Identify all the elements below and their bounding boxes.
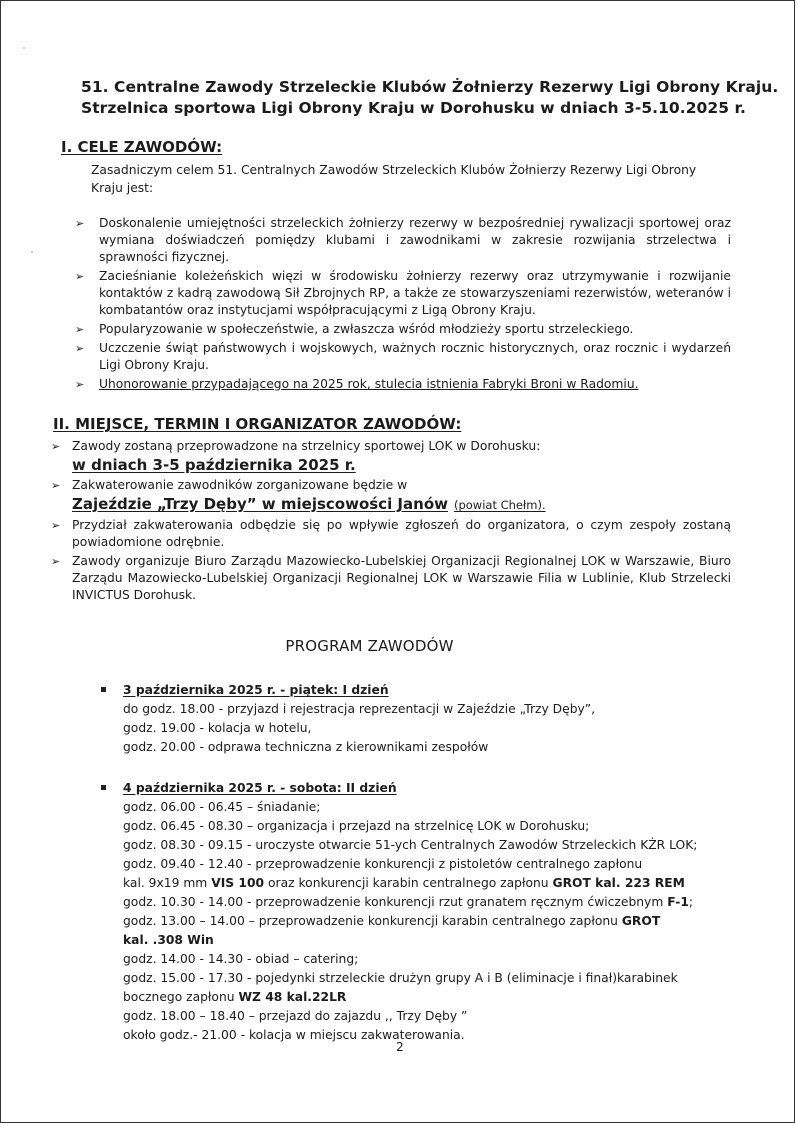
venue-item: ➢ Zawody zostaną przeprowadzone na strzelnicy sportowej LOK w Dorohusku: w dniach 3-5 października 2025 r. [51,438,731,474]
title-line-1: 51. Centralne Zawody Strzeleckie Klubów Żołnierzy Rezerwy Ligi Obrony Kraju. [81,78,779,96]
schedule-line: godz. 20.00 - odprawa techniczna z kierownikami zespołów [123,740,489,754]
page-number: 2 [396,1040,404,1054]
arrow-bullet-icon: ➢ [75,378,85,391]
program-title: PROGRAM ZAWODÓW [285,637,454,655]
schedule-line: godz. 15.00 - 17.30 - pojedynki strzeleckie drużyn grupy A i B (eliminacje i finał)karabinek [123,971,678,985]
day-2-schedule [101,779,721,1045]
square-bullet-icon [101,785,106,790]
schedule-line: godz. 06.45 - 08.30 – organizacja i przejazd na strzelnicę LOK w Dorohusku; [123,819,590,833]
goals-list [75,215,731,395]
schedule-line: bocznego zapłonu WZ 48 kal.22LR [123,990,347,1004]
arrow-bullet-icon: ➢ [51,555,61,568]
arrow-bullet-icon: ➢ [51,440,61,453]
goal-item: ➢ Uczczenie świąt państwowych i wojskowych, ważnych rocznic historycznych, oraz rocznic i wydarzeń Ligi Obrony Kraju. [75,341,731,372]
venue-item: ➢ Zakwaterowanie zawodników zorganizowane będzie w Zajeździe „Trzy Dęby” w miejscowości Janów (powiat Chełm). [51,477,731,514]
goal-item: ➢ Doskonalenie umiejętności strzeleckich żołnierzy rezerwy w bezpośredniej rywalizacji sportowej oraz wymiana doświadczeń pomiędzy klubami i zawodnikami w zakresie rozwijania strzelectwa i sprawności fizycznej. [75,216,731,264]
section-1-heading: I. CELE ZAWODÓW: [61,138,223,156]
arrow-bullet-icon: ➢ [75,342,85,355]
schedule-line: godz. 06.00 - 06.45 – śniadanie; [123,800,321,814]
accommodation-place: Zajeździe „Trzy Dęby” w miejscowości Janów (powiat Chełm). [72,495,546,513]
schedule-line: godz. 18.00 – 18.40 – przejazd do zajazdu ,, Trzy Dęby ” [123,1009,468,1023]
schedule-line: godz. 10.30 - 14.00 - przeprowadzenie konkurencji rzut granatem ręcznym ćwiczebnym F-1; [123,895,694,909]
schedule-line: kal. 9x19 mm VIS 100 oraz konkurencji karabin centralnego zapłonu GROT kal. 223 REM [123,876,685,890]
document-title [81,77,779,119]
day-1-heading: 3 października 2025 r. - piątek: I dzień [123,683,389,697]
venue-item: ➢ Przydział zakwaterowania odbędzie się po wpływie zgłoszeń do organizatora, o czym zespoły zostaną powiadomione odrębnie. [51,518,731,549]
district-note: (powiat Chełm). [453,498,546,512]
title-line-2: Strzelnica sportowa Ligi Obrony Kraju w Dorohusku w dniach 3-5.10.2025 r. [81,99,746,117]
goal-item: ➢ Zacieśnianie koleżeńskich więzi w środowisku żołnierzy rezerwy oraz utrzymywanie i rozwijanie kontaktów z kadrą zawodową Sił Zbrojnych RP, a także ze stowarzyszeniami rezerwistów, weteranów i kombatantów oraz instytucjami współpracującymi z Ligą Obrony Kraju. [75,269,731,317]
scan-speck [31,251,33,253]
day-2-heading: 4 października 2025 r. - sobota: II dzień [123,781,397,795]
schedule-line: około godz.- 21.00 - kolacja w miejscu zakwaterowania. [123,1028,465,1042]
section-2-heading: II. MIEJSCE, TERMIN I ORGANIZATOR ZAWODÓW: [53,415,462,433]
square-bullet-icon [101,687,106,692]
goal-item: ➢ Popularyzowanie w społeczeństwie, a zwłaszcza wśród młodzieży sportu strzeleckiego. [75,322,634,336]
section-1-intro: Zasadniczym celem 51. Centralnych Zawodów Strzeleckich Klubów Żołnierzy Rezerwy Ligi Obrony Kraju jest: [91,163,697,195]
schedule-line: godz. 19.00 - kolacja w hotelu, [123,721,312,735]
goal-item: ➢ Uhonorowanie przypadającego na 2025 rok, stulecia istnienia Fabryki Broni w Radomiu. [75,377,639,391]
schedule-line: do godz. 18.00 - przyjazd i rejestracja reprezentacji w Zajeździe „Trzy Dęby”, [123,702,596,716]
event-dates: w dniach 3-5 października 2025 r. [72,456,356,474]
arrow-bullet-icon: ➢ [75,323,85,336]
arrow-bullet-icon: ➢ [51,479,61,492]
arrow-bullet-icon: ➢ [51,519,61,532]
schedule-line: godz. 14.00 - 14.30 - obiad – catering; [123,952,359,966]
arrow-bullet-icon: ➢ [75,217,85,230]
schedule-line: kal. .308 Win [123,933,214,947]
schedule-line: godz. 09.40 - 12.40 - przeprowadzenie konkurencji z pistoletów centralnego zapłonu [123,857,643,871]
schedule-line: godz. 13.00 – 14.00 – przeprowadzenie konkurencji karabin centralnego zapłonu GROT [123,914,661,928]
scan-speck [23,47,25,49]
arrow-bullet-icon: ➢ [75,270,85,283]
venue-list [51,438,731,606]
day-1-schedule [101,681,721,757]
schedule-line: godz. 08.30 - 09.15 - uroczyste otwarcie 51-ych Centralnych Zawodów Strzeleckich KŻR LOK; [123,838,698,852]
venue-item: ➢ Zawody organizuje Biuro Zarządu Mazowiecko-Lubelskiej Organizacji Regionalnej LOK w Warszawie, Biuro Zarządu Mazowiecko-Lubelskiej Organizacji Regionalnej LOK w Warszawie Filia w Lublinie, Klub Strzelecki INVICTUS Dorohusk. [51,554,731,602]
